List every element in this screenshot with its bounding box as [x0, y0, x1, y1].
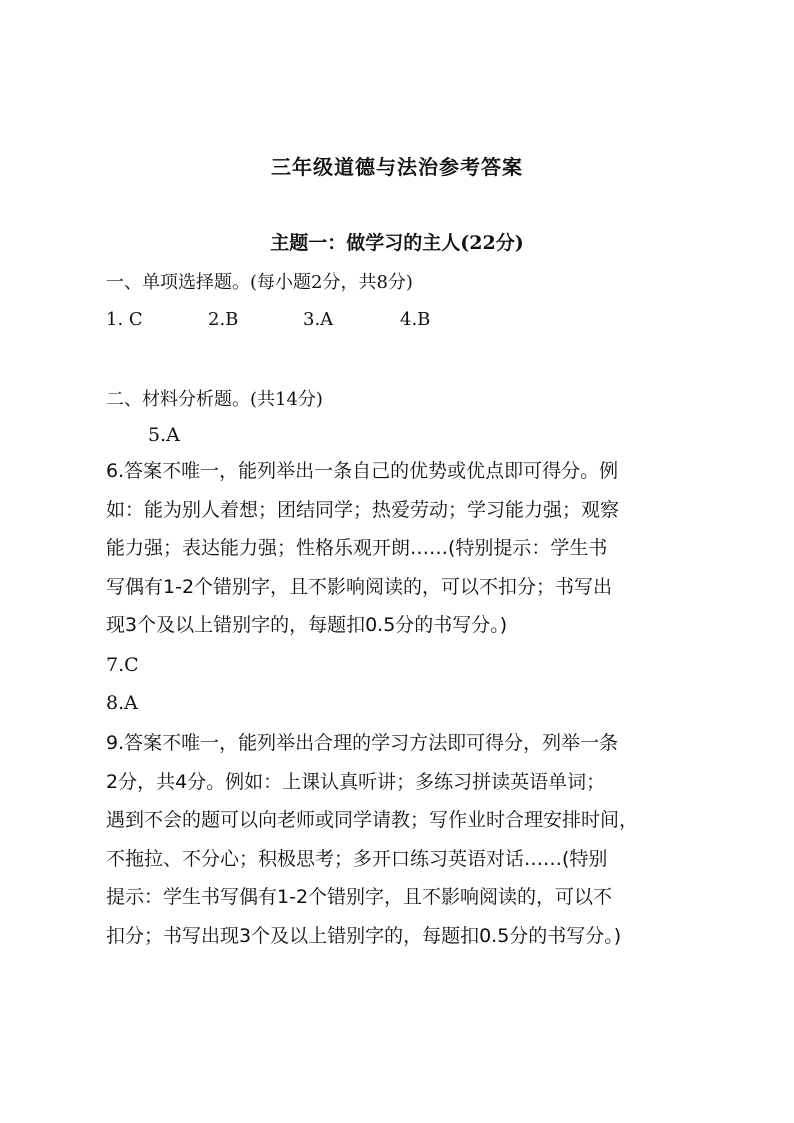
answer-9-line: 提示：学生书写偶有1-2个错别字，且不影响阅读的，可以不 [106, 886, 613, 908]
answer-9-line: 遇到不会的题可以向老师或同学请教；写作业时合理安排时间， [106, 809, 639, 831]
answer-9-line: 9.答案不唯一，能列举出合理的学习方法即可得分，列举一条 [106, 732, 619, 754]
section2-heading: 二、材料分析题。(共14分) [106, 389, 323, 410]
theme-heading: 主题一：做学习的主人(22分) [270, 232, 524, 254]
section1-heading: 一、单项选择题。(每小题2分，共8分) [106, 272, 413, 293]
answer-6-line: 6.答案不唯一，能列举出一条自己的优势或优点即可得分。例 [106, 460, 619, 482]
answer-4: 4.B [400, 309, 431, 330]
answer-9-line: 扣分；书写出现3个及以上错别字的，每题扣0.5分的书写分。) [106, 924, 622, 947]
answer-1: 1. C [106, 309, 143, 330]
answer-9-line: 不拖拉、不分心；积极思考；多开口练习英语对话……(特别 [106, 847, 608, 870]
answer-7: 7.C [106, 654, 139, 676]
page-title: 三年级道德与法治参考答案 [271, 155, 523, 179]
answer-9-line: 2分，共4分。例如：上课认真听讲；多练习拼读英语单词； [106, 770, 606, 793]
answer-5: 5.A [148, 424, 180, 446]
answer-6 [106, 452, 706, 645]
answer-8: 8.A [106, 692, 138, 714]
answer-2: 2.B [208, 309, 239, 330]
answer-6-line: 能力强；表达能力强；性格乐观开朗……(特别提示：学生书 [106, 537, 608, 559]
answer-9 [106, 724, 706, 955]
answer-3: 3.A [303, 309, 334, 330]
answer-6-line: 现3个及以上错别字的，每题扣0.5分的书写分。) [106, 614, 508, 636]
answer-6-line: 写偶有1-2个错别字，且不影响阅读的，可以不扣分；书写出 [106, 575, 613, 598]
answer-6-line: 如：能为别人着想；团结同学；热爱劳动；学习能力强；观察 [106, 498, 620, 521]
